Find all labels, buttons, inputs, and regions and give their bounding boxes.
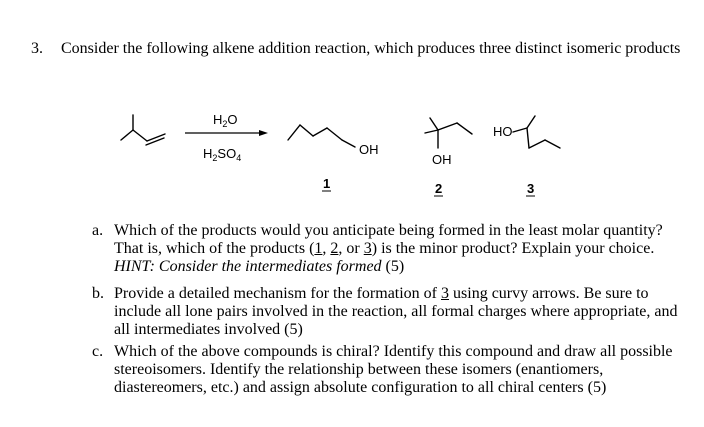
ref-product-1: 1 [314, 240, 323, 257]
starting-alkene [121, 115, 165, 145]
product-1-oh: OH [359, 142, 379, 157]
product-1-structure [288, 125, 355, 147]
subquestion-a-text: Which of the products would you anticipate being formed in the least molar quantity? That is, which of the products (1, 2, or 3) is the minor product? Explain your choice. HINT: Consider the intermediates formed (5) [114, 222, 663, 275]
subquestion-c-text: Which of the above compounds is chiral? Identify this compound and draw all possible stereoisomers. Identify the relationship between these isomers (enantiomers, diastereomers, etc.) and assign absolute configuration to all chiral centers (5) [114, 343, 673, 396]
ref-product-3-b: 3 [441, 285, 450, 302]
product-3-structure [513, 116, 560, 148]
subquestion-b-letter: b. [92, 285, 104, 302]
product-3-ho: HO [493, 124, 513, 139]
reagent-sulfuric-acid: $H_2SO_4$ [203, 146, 242, 163]
question-stem: Consider the following alkene addition reaction, which produces three distinct isomeric products [61, 40, 681, 57]
product-1-label: 1 [323, 176, 331, 191]
product-2-label: 2 [435, 181, 443, 196]
subquestion-b-text: Provide a detailed mechanism for the formation of 3 using curvy arrows. Be sure to include all lone pairs involved in the reaction, all formal charges where appropriate, and all intermediates involved (5) [114, 285, 678, 338]
reaction-scheme [0, 0, 704, 210]
product-3-label: 3 [527, 181, 535, 196]
ref-product-2: 2 [330, 240, 339, 257]
subquestion-c-letter: c. [92, 343, 104, 360]
question-number: 3. [31, 40, 43, 57]
reaction-arrow [185, 130, 268, 136]
hint-text: HINT: Consider the intermediates formed [114, 258, 382, 275]
product-2-structure [425, 118, 472, 148]
product-2-oh: OH [432, 152, 452, 167]
subquestion-a-letter: a. [92, 222, 104, 239]
reagent-water: $H_2O$ [213, 112, 238, 129]
ref-product-3: 3 [363, 240, 372, 257]
